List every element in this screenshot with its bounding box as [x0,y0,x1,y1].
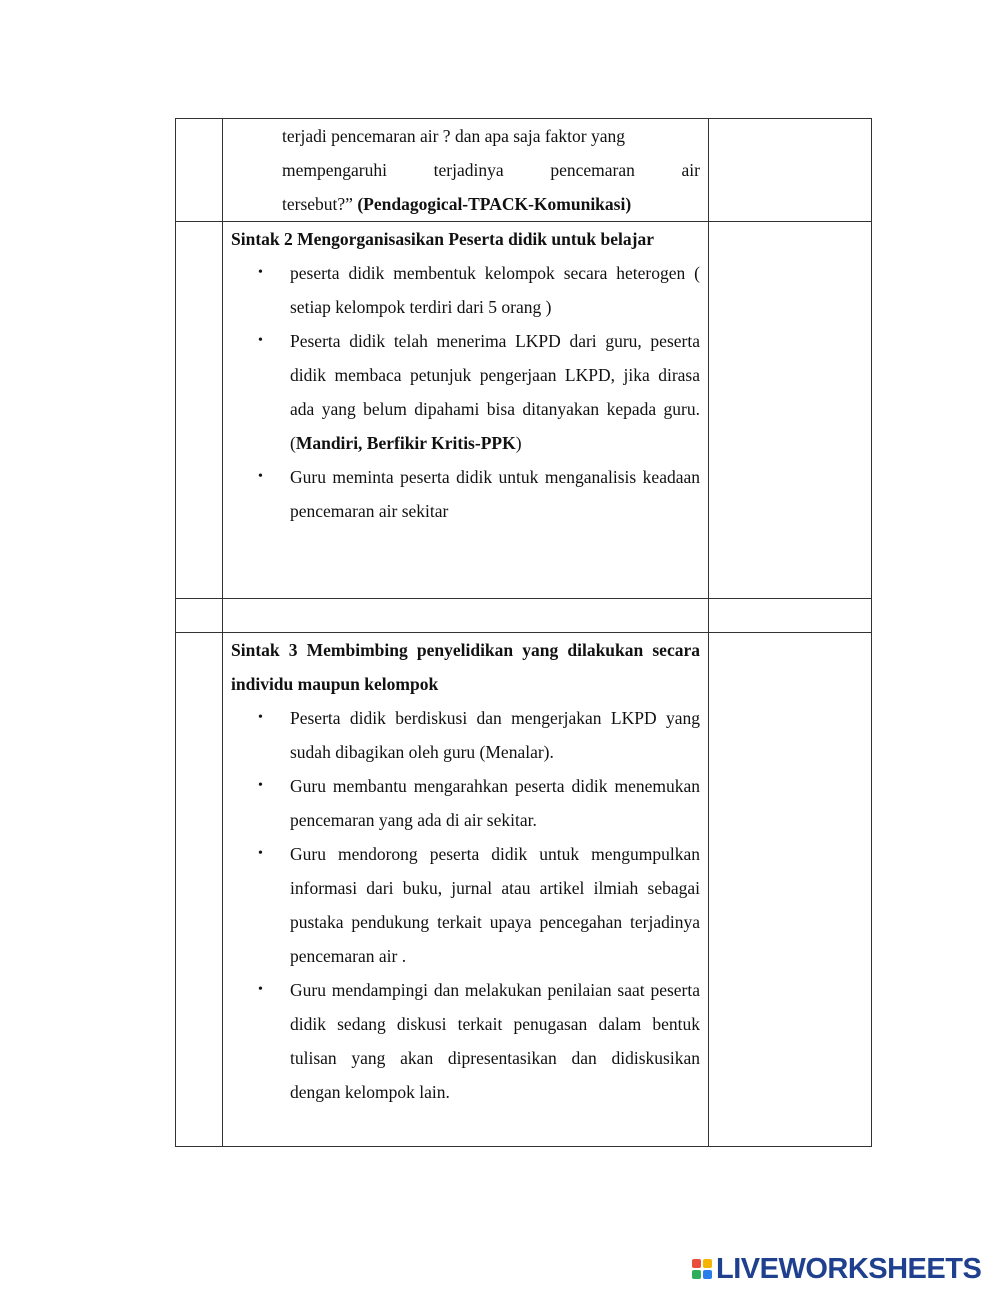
number-cell [176,222,223,599]
table-row [176,222,872,599]
logo-square [703,1270,712,1279]
number-cell [176,599,223,633]
bullet-list [231,256,700,528]
bullet-icon: • [258,469,263,484]
bullet-icon: • [258,982,263,997]
logo-text: LIVEWORKSHEETS [716,1252,982,1285]
liveworksheets-logo[interactable] [692,1253,981,1285]
activity-cell [223,633,709,1147]
step-heading: Sintak 3 Membimbing penyelidikan yang dilakukan secara individu maupun kelompok [231,640,700,694]
text-line: terjadi pencemaran air ? dan apa saja faktor yang [282,126,626,146]
activity-cell [223,222,709,599]
bullet-icon: • [258,778,263,793]
text-line-content: mempengaruhi terjadinya pencemaran air [282,160,700,180]
note-cell [709,222,872,599]
table-row [176,633,872,1147]
character-tag: Mandiri, Berfikir Kritis-PPK [295,433,516,453]
list-item: • peserta didik membentuk kelompok secara heterogen ( setiap kelompok terdiri dari 5 orang ) [231,256,700,324]
text-line [282,153,700,187]
logo-mark-icon [692,1259,712,1279]
text-line: tersebut?” (Pendagogical-TPACK-Komunikasi) [282,194,632,214]
bullet-icon: • [258,710,263,725]
lesson-activity-table [175,118,872,1147]
table-row [176,599,872,633]
list-item: • Peserta didik telah menerima LKPD dari guru, peserta didik membaca petunjuk pengerjaan LKPD, jika dirasa ada yang belum dipahami bisa ditanyakan kepada guru. (Mandiri, Berfikir Kritis-PPK) [231,324,700,460]
list-item: • Guru mendampingi dan melakukan penilaian saat peserta didik sedang diskusi terkait penugasan dalam bentuk tulisan yang akan dipresentasikan dan didiskusikan dengan kelompok lain. [231,973,700,1109]
activity-cell [223,119,709,222]
note-cell [709,633,872,1147]
character-tag: (Pendagogical-TPACK-Komunikasi) [357,194,632,214]
table-row [176,119,872,222]
bullet-icon: • [258,265,263,280]
list-item: • Guru mendorong peserta didik untuk mengumpulkan informasi dari buku, jurnal atau artikel ilmiah sebagai pustaka pendukung terkait upaya pencegahan terjadinya pencemaran air . [231,837,700,973]
bullet-icon: • [258,846,263,861]
list-item: • Guru meminta peserta didik untuk menganalisis keadaan pencemaran air sekitar [231,460,700,528]
note-cell [709,119,872,222]
logo-square [692,1270,701,1279]
number-cell [176,633,223,1147]
activity-cell [223,599,709,633]
number-cell [176,119,223,222]
list-item: • Peserta didik berdiskusi dan mengerjakan LKPD yang sudah dibagikan oleh guru (Menalar). [231,701,700,769]
step-heading: Sintak 2 Mengorganisasikan Peserta didik untuk belajar [231,229,654,249]
bullet-icon: • [258,333,263,348]
list-item: • Guru membantu mengarahkan peserta didik menemukan pencemaran yang ada di air sekitar. [231,769,700,837]
bullet-list [231,701,700,1109]
note-cell [709,599,872,633]
logo-square [703,1259,712,1268]
logo-square [692,1259,701,1268]
